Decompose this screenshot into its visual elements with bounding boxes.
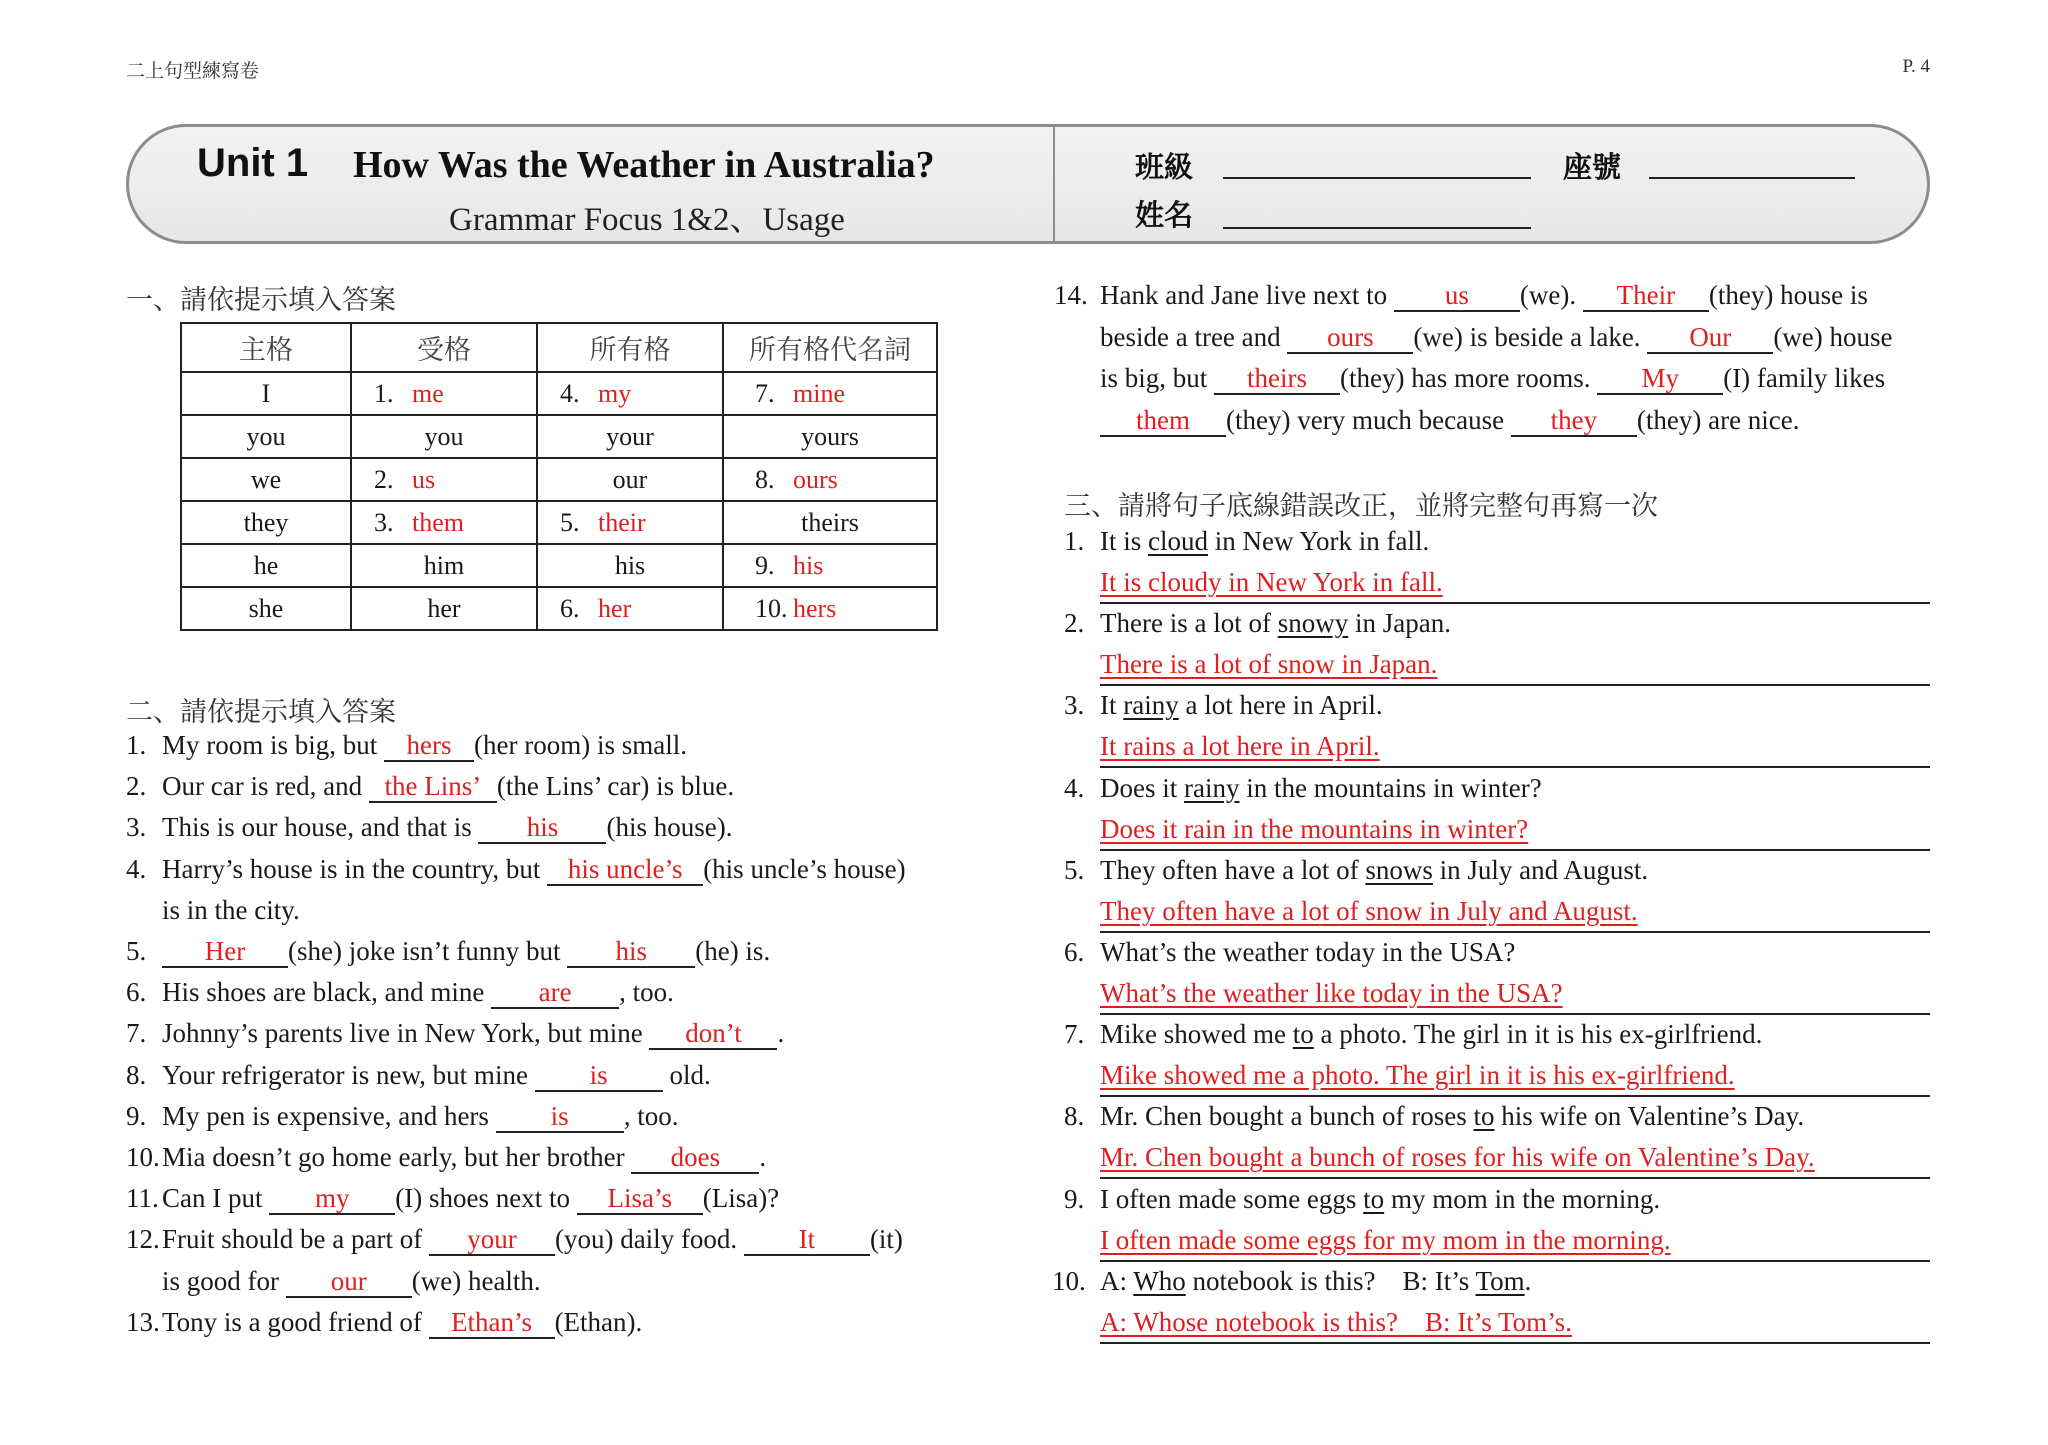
sentence-text: Mr. Chen bought a bunch of roses: [1100, 1101, 1474, 1132]
corrected-answer[interactable]: They often have a lot of snow in July and August.: [1100, 895, 1638, 926]
sentence-text: My pen is expensive, and hers: [162, 1100, 496, 1131]
table-cell: [181, 372, 351, 415]
sentence-text: Can I put: [162, 1183, 270, 1214]
sentence-text: old.: [662, 1059, 711, 1090]
item-number: 3.: [126, 812, 147, 843]
answer-blank[interactable]: theirs: [1214, 363, 1340, 395]
sentence-text: is big, but: [1100, 363, 1215, 393]
question-line: [162, 936, 770, 968]
banner-divider: [1053, 124, 1055, 244]
sentence-text: Mike showed me: [1100, 1019, 1293, 1050]
sentence-text: , too.: [619, 977, 674, 1008]
answer-blank[interactable]: is: [496, 1101, 624, 1133]
cell-text: your: [606, 421, 654, 451]
seat-line[interactable]: [1649, 177, 1855, 179]
answer-line: [1100, 766, 1930, 768]
sentence-text: (they) has more rooms.: [1340, 363, 1598, 393]
numbered-answer: [374, 465, 514, 495]
section2-title: 二、請依提示填入答案: [126, 697, 396, 728]
answer-blank[interactable]: Our: [1647, 322, 1773, 354]
item-number: 5.: [560, 507, 580, 537]
underlined-error: rainy: [1184, 772, 1240, 803]
underlined-error: Who: [1133, 1265, 1186, 1296]
sentence-text: Our car is red, and: [162, 771, 369, 802]
answer-text[interactable]: his: [793, 550, 824, 580]
table-cell: [351, 458, 537, 501]
underlined-error: snowy: [1277, 608, 1349, 639]
sentence-text: .: [777, 1018, 785, 1049]
sentence-text: (we) house: [1773, 321, 1893, 352]
cell-text: I: [261, 378, 271, 408]
question-line: [1100, 608, 1451, 639]
sentence-text: his wife on Valentine’s Day.: [1494, 1101, 1805, 1132]
answer-blank[interactable]: Ethan’s: [429, 1307, 555, 1339]
sentence-text: notebook is this? B: It’s: [1185, 1265, 1476, 1296]
sentence-text: is in the city.: [162, 894, 300, 925]
answer-line: [1100, 602, 1930, 604]
sentence-text: (the Lins’ car) is blue.: [496, 771, 735, 802]
answer-blank[interactable]: is: [535, 1060, 663, 1092]
question-line: [1100, 773, 1542, 804]
answer-line: [1100, 1013, 1930, 1015]
corrected-answer[interactable]: I often made some eggs for my mom in the morning.: [1100, 1224, 1671, 1255]
question-line: [1100, 855, 1648, 886]
sentence-text: Harry’s house is in the country, but: [162, 853, 548, 884]
answer-blank[interactable]: my: [269, 1183, 395, 1215]
answer-blank[interactable]: us: [1394, 280, 1520, 312]
answer-line: [1100, 931, 1930, 933]
numbered-answer: [374, 379, 514, 409]
table-header-cell: 受格: [351, 323, 537, 372]
question-line: [162, 977, 674, 1009]
question-line: [1100, 526, 1429, 557]
sentence-text: , too.: [623, 1100, 679, 1131]
question-line: [162, 1142, 766, 1174]
question-line: [162, 1060, 711, 1092]
table-row: [181, 458, 937, 501]
item-number: 5.: [1064, 854, 1085, 885]
cell-text: yours: [801, 421, 859, 451]
table-cell: [181, 544, 351, 587]
table-cell: [723, 544, 937, 587]
item-number: 8.: [755, 464, 775, 494]
sentence-text: (it): [869, 1224, 903, 1255]
cell-text: him: [423, 550, 465, 580]
sentence-text: (her room) is small.: [474, 730, 687, 760]
table-cell: [351, 501, 537, 544]
answer-blank[interactable]: his uncle’s: [547, 854, 703, 886]
numbered-answer: [374, 508, 514, 538]
table-cell: [181, 501, 351, 544]
numbered-answer: [755, 465, 905, 495]
sentence-text: (we).: [1519, 280, 1583, 310]
answer-blank[interactable]: Her: [162, 936, 288, 968]
answer-blank[interactable]: don’t: [649, 1018, 777, 1050]
sentence-text: A:: [1100, 1265, 1134, 1296]
answer-blank[interactable]: them: [1100, 405, 1226, 437]
table-cell: [537, 458, 723, 501]
table-cell: [537, 501, 723, 544]
underlined-error: cloud: [1148, 526, 1209, 556]
title-banner: [126, 124, 1930, 244]
sentence-text: Hank and Jane live next to: [1100, 280, 1394, 310]
item-number: 8.: [126, 1059, 147, 1090]
table-cell: [537, 544, 723, 587]
answer-blank[interactable]: they: [1511, 405, 1637, 437]
question-line: [162, 1018, 784, 1050]
answer-blank[interactable]: It: [744, 1224, 870, 1256]
unit-subtitle: Grammar Focus 1&2、Usage: [449, 202, 845, 238]
sentence-text: I often made some eggs: [1100, 1183, 1364, 1214]
item-number: 14.: [1054, 280, 1088, 310]
sentence-text: .: [759, 1142, 767, 1172]
answer-text[interactable]: my: [598, 378, 632, 408]
answer-text[interactable]: mine: [793, 378, 845, 408]
cell-text: she: [248, 593, 284, 623]
corrected-answer[interactable]: Mike showed me a photo. The girl in it is his ex-girlfriend.: [1100, 1060, 1735, 1091]
cell-text: her: [427, 593, 461, 623]
table-cell: [537, 415, 723, 458]
sentence-text: is good for: [162, 1265, 286, 1296]
corrected-answer[interactable]: It is cloudy in New York in fall.: [1100, 567, 1443, 597]
item-number: 6.: [560, 593, 580, 623]
item-number: 9.: [755, 550, 775, 580]
item-number: 7.: [1064, 1019, 1085, 1050]
sentence-text: Does it: [1100, 772, 1184, 803]
item-number: 7.: [755, 378, 775, 408]
cell-text: our: [612, 464, 648, 494]
cell-text: his: [614, 550, 646, 580]
table-header-cell: 所有格: [537, 323, 723, 372]
answer-text[interactable]: them: [412, 507, 464, 537]
table-row: [181, 587, 937, 630]
table-cell: [723, 415, 937, 458]
table-cell: [351, 415, 537, 458]
item-number: 12.: [126, 1224, 160, 1255]
question-line: [1100, 363, 1885, 395]
table-header-cell: 所有格代名詞: [723, 323, 937, 372]
question-line: [162, 730, 687, 762]
answer-blank[interactable]: does: [631, 1142, 759, 1174]
underlined-error: to: [1292, 1019, 1314, 1050]
sentence-text: (he) is.: [695, 936, 771, 966]
item-number: 11.: [126, 1183, 159, 1214]
sentence-text: (I) family likes: [1723, 363, 1886, 393]
cell-text: theirs: [801, 507, 859, 537]
question-line: [1100, 322, 1893, 354]
answer-blank[interactable]: hers: [384, 730, 474, 762]
sentence-text: What’s the weather today in the USA?: [1100, 937, 1516, 967]
sentence-text: They often have a lot of: [1100, 854, 1366, 885]
corrected-answer[interactable]: Does it rain in the mountains in winter?: [1100, 813, 1529, 844]
item-number: 7.: [126, 1018, 147, 1049]
cell-text: they: [243, 507, 289, 537]
sentence-text: (she) joke isn’t funny but: [288, 936, 568, 966]
question-line: [1100, 1019, 1762, 1050]
corrected-answer[interactable]: A: Whose notebook is this? B: It’s Tom’s.: [1100, 1306, 1572, 1337]
name-label: 姓名: [1135, 198, 1194, 232]
cell-text: you: [424, 421, 464, 451]
sentence-text: beside a tree and: [1100, 321, 1288, 352]
item-number: 8.: [1064, 1101, 1085, 1132]
item-number: 4.: [126, 853, 147, 884]
answer-line: [1100, 849, 1930, 851]
numbered-answer: [755, 551, 905, 581]
answer-text[interactable]: hers: [793, 593, 837, 623]
numbered-answer: [755, 379, 905, 409]
sentence-text: It: [1100, 690, 1124, 721]
item-number: 9.: [126, 1100, 147, 1131]
sentence-text: (Ethan).: [554, 1306, 643, 1337]
item-number: 9.: [1064, 1183, 1085, 1214]
sentence-text: .: [1524, 1265, 1532, 1296]
item-number: 2.: [126, 771, 147, 802]
question-line: [1100, 405, 1800, 437]
sentence-text: This is our house, and that is: [162, 812, 479, 843]
item-number: 2.: [374, 464, 394, 494]
sentence-text: in New York in fall.: [1208, 526, 1430, 556]
table-cell: [351, 587, 537, 630]
answer-line: [1100, 1177, 1930, 1179]
item-number: 6.: [126, 977, 147, 1008]
corrected-answer[interactable]: Mr. Chen bought a bunch of roses for his wife on Valentine’s Day.: [1100, 1142, 1815, 1173]
sentence-text: Johnny’s parents live in New York, but mine: [162, 1018, 650, 1049]
answer-line: [1100, 684, 1930, 686]
item-number: 4.: [560, 378, 580, 408]
unit-title: How Was the Weather in Australia?: [353, 144, 935, 186]
answer-blank[interactable]: are: [491, 977, 619, 1009]
question-line: [1100, 280, 1868, 312]
sentence-text: (his house).: [606, 812, 733, 843]
sentence-text: His shoes are black, and mine: [162, 977, 492, 1008]
table-cell: [181, 415, 351, 458]
underlined-error: to: [1363, 1183, 1385, 1214]
question-line: [162, 854, 906, 886]
corrected-answer[interactable]: There is a lot of snow in Japan.: [1100, 649, 1438, 680]
sentence-text: Fruit should be a part of: [162, 1224, 429, 1255]
table-cell: [723, 587, 937, 630]
answer-blank[interactable]: his: [478, 812, 606, 844]
table-row: [181, 415, 937, 458]
sentence-text: My room is big, but: [162, 730, 385, 760]
item-number: 1.: [374, 378, 394, 408]
answer-text[interactable]: ours: [793, 464, 838, 494]
underlined-error: to: [1473, 1101, 1495, 1132]
sentence-text: (you) daily food.: [554, 1224, 744, 1255]
answer-line: [1100, 1095, 1930, 1097]
item-number: 2.: [1064, 608, 1085, 639]
underlined-error: snows: [1365, 854, 1433, 885]
item-number: 10.: [1052, 1265, 1086, 1296]
class-line[interactable]: [1223, 177, 1531, 179]
item-number: 1.: [126, 730, 147, 760]
sentence-text: (we) is beside a lake.: [1413, 321, 1648, 352]
item-number: 13.: [126, 1306, 160, 1337]
answer-line: [1100, 1342, 1930, 1344]
question-line: [1100, 937, 1515, 968]
underlined-error: Tom: [1475, 1265, 1525, 1296]
item-number: 10.: [755, 593, 788, 623]
answer-blank[interactable]: his: [567, 936, 695, 968]
underlined-error: rainy: [1123, 690, 1179, 721]
question-line: [1100, 1101, 1804, 1132]
class-label: 班級: [1135, 150, 1194, 184]
question-line: [162, 1307, 642, 1339]
sentence-text: (his uncle’s house): [703, 853, 906, 884]
corrected-answer[interactable]: What’s the weather like today in the USA?: [1100, 978, 1563, 1008]
unit-number: Unit 1: [197, 141, 309, 185]
sentence-text: my mom in the morning.: [1384, 1183, 1661, 1214]
sentence-text: (Lisa)?: [702, 1183, 780, 1214]
question-line: [1100, 690, 1383, 721]
answer-blank[interactable]: My: [1597, 363, 1723, 395]
item-number: 5.: [126, 936, 147, 966]
numbered-answer: [560, 594, 700, 624]
sentence-text: Mia doesn’t go home early, but her brother: [162, 1142, 632, 1172]
question-line: [162, 1266, 541, 1298]
answer-text[interactable]: me: [412, 378, 444, 408]
sentence-text: It is: [1100, 526, 1149, 556]
sentence-text: a lot here in April.: [1178, 690, 1383, 721]
table-cell: [537, 587, 723, 630]
corrected-answer[interactable]: It rains a lot here in April.: [1100, 731, 1380, 762]
item-number: 4.: [1064, 772, 1085, 803]
table-row: [181, 372, 937, 415]
sentence-text: (I) shoes next to: [395, 1183, 577, 1214]
question-line: [162, 771, 734, 803]
answer-blank[interactable]: Their: [1583, 280, 1709, 312]
sentence-text: in the mountains in winter?: [1239, 772, 1542, 803]
item-number: 3.: [1064, 690, 1085, 721]
header-left: 二上句型練寫卷: [126, 60, 260, 82]
answer-line: [1100, 1260, 1930, 1262]
sentence-text: (they) house is: [1708, 280, 1868, 310]
cell-text: he: [253, 550, 279, 580]
question-line: [1100, 1184, 1660, 1215]
table-cell: [537, 372, 723, 415]
sentence-text: (we) health.: [411, 1265, 541, 1296]
question-line: [162, 1101, 678, 1133]
numbered-answer: [755, 594, 905, 624]
answer-text[interactable]: their: [598, 507, 646, 537]
item-number: 10.: [126, 1142, 160, 1172]
item-number: 6.: [1064, 937, 1085, 967]
table-cell: [181, 587, 351, 630]
question-line: [162, 812, 732, 844]
item-number: 1.: [1064, 526, 1085, 556]
answer-text[interactable]: her: [598, 593, 632, 623]
numbered-answer: [560, 379, 700, 409]
sentence-text: a photo. The girl in it is his ex-girlfriend.: [1313, 1019, 1763, 1050]
item-number: 3.: [374, 507, 394, 537]
table-cell: [351, 544, 537, 587]
table-cell: [351, 372, 537, 415]
name-line[interactable]: [1223, 227, 1531, 229]
section3-title: 三、請將句子底線錯誤改正，並將完整句再寫一次: [1064, 491, 1658, 522]
page-number: P. 4: [1902, 56, 1930, 77]
sentence-text: (they) very much because: [1226, 404, 1511, 435]
question-line: [162, 1183, 779, 1215]
answer-blank[interactable]: the Lins’: [369, 771, 497, 803]
table-row: [181, 501, 937, 544]
pronoun-table: [180, 322, 938, 631]
table-cell: [723, 458, 937, 501]
table-row: [181, 544, 937, 587]
numbered-answer: [560, 508, 700, 538]
sentence-text: (they) are nice.: [1636, 404, 1800, 435]
question-line: [162, 895, 300, 926]
section1-title: 一、請依提示填入答案: [126, 285, 396, 316]
table-cell: [723, 501, 937, 544]
cell-text: you: [246, 421, 286, 451]
answer-text[interactable]: us: [412, 464, 436, 494]
cell-text: we: [250, 464, 282, 494]
question-line: [162, 1224, 903, 1256]
answer-blank[interactable]: our: [286, 1266, 412, 1298]
answer-blank[interactable]: Lisa’s: [577, 1183, 703, 1215]
answer-blank[interactable]: ours: [1287, 322, 1413, 354]
table-cell: [181, 458, 351, 501]
table-cell: [723, 372, 937, 415]
sentence-text: Your refrigerator is new, but mine: [162, 1059, 535, 1090]
question-line: [1100, 1266, 1531, 1297]
table-header-cell: 主格: [181, 323, 351, 372]
sentence-text: in July and August.: [1432, 854, 1649, 885]
answer-blank[interactable]: your: [429, 1224, 555, 1256]
sentence-text: in Japan.: [1348, 608, 1451, 639]
sentence-text: There is a lot of: [1100, 608, 1278, 639]
sentence-text: Tony is a good friend of: [162, 1306, 429, 1337]
seat-label: 座號: [1563, 150, 1622, 184]
